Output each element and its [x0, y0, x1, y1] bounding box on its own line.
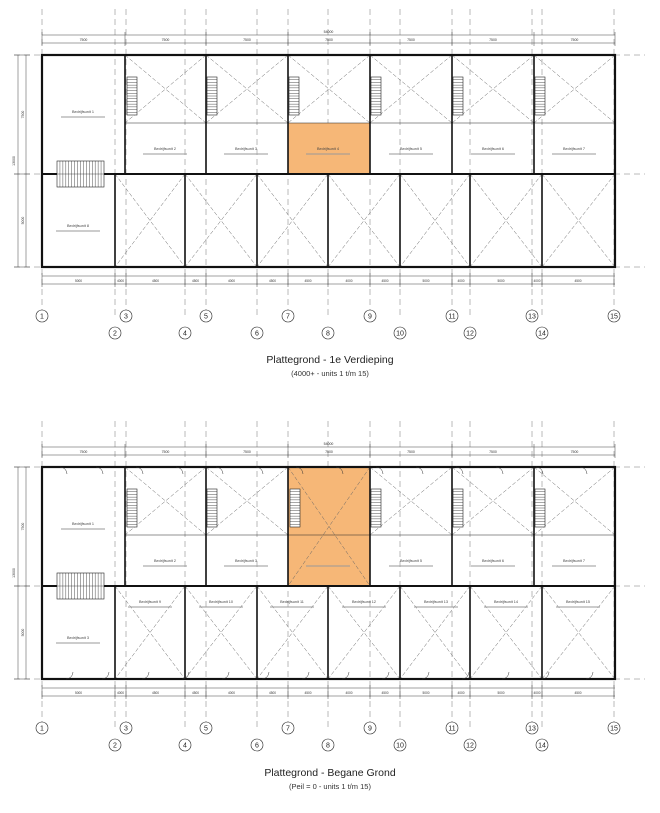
- dimension-text: 7500: [325, 450, 333, 454]
- dimension-text: 4500: [191, 279, 200, 283]
- grid-bubble-label: 13: [528, 313, 536, 321]
- grid-bubble-label: 8: [326, 742, 330, 750]
- grid-bubble-label: 5: [204, 313, 208, 321]
- unit-label: Bedrijfsunit 10: [208, 600, 234, 604]
- dimension-text: 4000: [227, 691, 236, 695]
- dimension-text: 13000: [12, 568, 16, 578]
- dimension-text: 5000: [21, 216, 25, 225]
- dimension-text: 4500: [304, 279, 312, 283]
- dimension-text: 5000: [497, 691, 505, 695]
- dimension-text: 7500: [325, 38, 333, 42]
- grid-bubble-label: 3: [124, 313, 128, 321]
- upper-floor-plan: [12, 9, 645, 339]
- unit-label: Bedrijfsunit 5: [400, 147, 422, 151]
- dimension-text: 4000: [533, 691, 541, 695]
- grid-bubble-label: 4: [183, 330, 187, 338]
- void-cross-line: [542, 174, 615, 267]
- unit-label: Bedrijfsunit 7: [563, 147, 585, 151]
- unit-label: Bedrijfsunit 15: [565, 600, 591, 604]
- upper-plan-title: Plattegrond - 1e Verdieping: [266, 354, 394, 366]
- unit-label: Bedrijfsunit 11: [280, 600, 304, 604]
- dimension-text: 7500: [407, 450, 415, 454]
- dimension-text: 7500: [243, 450, 251, 454]
- dimension-text: 4500: [151, 691, 160, 695]
- unit-label: Bedrijfsunit 7: [563, 559, 585, 563]
- dimension-text: 4000: [533, 279, 541, 283]
- dimension-text: 7500: [407, 38, 415, 42]
- grid-bubble-label: 12: [466, 330, 474, 338]
- dimension-text: 54000: [323, 30, 334, 34]
- grid-bubble-label: 11: [448, 313, 456, 321]
- unit-label: Bedrijfsunit 13: [423, 600, 449, 604]
- dimension-text: 4000: [345, 279, 353, 283]
- dimension-text: 7500: [79, 38, 88, 42]
- grid-bubble-label: 3: [124, 725, 128, 733]
- ground-plan-subtitle: (Peil = 0 - units 1 t/m 15): [289, 782, 371, 791]
- grid-bubble-label: 11: [448, 725, 456, 733]
- grid-bubble-label: 1: [40, 725, 44, 733]
- grid-bubble-label: 12: [466, 742, 474, 750]
- unit-label: Bedrijfsunit 3: [235, 559, 257, 563]
- dimension-text: 4000: [457, 691, 465, 695]
- unit-label: Bedrijfsunit 3: [67, 636, 89, 640]
- dimension-text: 4500: [268, 691, 277, 695]
- dimension-text: 4000: [116, 691, 125, 695]
- dimension-text: 5000: [422, 279, 430, 283]
- grid-bubble-label: 15: [610, 725, 618, 733]
- unit-label: Bedrijfsunit 14: [493, 600, 519, 604]
- grid-bubble-label: 9: [368, 313, 372, 321]
- dimension-text: 5000: [497, 279, 505, 283]
- grid-bubble-label: 6: [255, 742, 259, 750]
- unit-label: Bedrijfsunit 5: [400, 559, 422, 563]
- dimension-text: 7500: [570, 38, 579, 42]
- dimension-text: 4000: [227, 279, 236, 283]
- grid-bubble-label: 7: [286, 313, 290, 321]
- dimension-text: 4000: [457, 279, 465, 283]
- dimension-text: 5000: [422, 691, 430, 695]
- grid-bubble-label: 15: [610, 313, 618, 321]
- dimension-text: 7500: [161, 38, 170, 42]
- unit-label: Bedrijfsunit 6: [482, 559, 504, 563]
- dimension-text: 4500: [574, 691, 582, 695]
- grid-bubble-label: 6: [255, 330, 259, 338]
- dimension-text: 7500: [243, 38, 251, 42]
- grid-bubble-label: 14: [538, 330, 546, 338]
- unit-label: Bedrijfsunit 12: [351, 600, 377, 604]
- dimension-text: 7500: [489, 450, 497, 454]
- grid-bubble-label: 4: [183, 742, 187, 750]
- unit-label: Bedrijfsunit 3: [235, 147, 257, 151]
- dimension-text: 7500: [21, 110, 25, 119]
- dimension-text: 5000: [74, 691, 83, 695]
- unit-label: Bedrijfsunit 9: [139, 600, 161, 604]
- unit-label: Bedrijfsunit 6: [482, 147, 504, 151]
- dimension-text: 5000: [74, 279, 83, 283]
- grid-bubble-label: 1: [40, 313, 44, 321]
- grid-bubble-label: 10: [396, 330, 404, 338]
- grid-bubble-label: 8: [326, 330, 330, 338]
- grid-bubble-label: 14: [538, 742, 546, 750]
- unit-label: Bedrijfsunit 1: [72, 110, 94, 114]
- unit-label: Bedrijfsunit 2: [154, 559, 176, 563]
- unit-label: Bedrijfsunit 2: [154, 147, 176, 151]
- dimension-text: 54000: [323, 442, 334, 446]
- dimension-text: 4500: [151, 279, 160, 283]
- ground-plan-title: Plattegrond - Begane Grond: [264, 767, 396, 779]
- void-cross-line: [542, 174, 615, 267]
- dimension-text: 4500: [304, 691, 312, 695]
- dimension-text: 4000: [116, 279, 125, 283]
- dimension-text: 4500: [191, 691, 200, 695]
- dimension-text: 4500: [381, 691, 389, 695]
- dimension-text: 13000: [12, 156, 16, 166]
- unit-label: Bedrijfsunit 8: [67, 224, 89, 228]
- grid-bubble-label: 2: [113, 742, 117, 750]
- dimension-text: 7500: [570, 450, 579, 454]
- dimension-text: 4000: [345, 691, 353, 695]
- dimension-text: 4500: [574, 279, 582, 283]
- grid-bubble-label: 5: [204, 725, 208, 733]
- grid-bubble-label: 2: [113, 330, 117, 338]
- grid-bubble-label: 10: [396, 742, 404, 750]
- dimension-text: 5000: [21, 628, 25, 637]
- dimension-text: 7500: [79, 450, 88, 454]
- ground-floor-plan: [12, 421, 645, 751]
- upper-plan-subtitle: (4000+ - units 1 t/m 15): [291, 369, 369, 378]
- unit-label: Bedrijfsunit 4: [317, 147, 339, 151]
- grid-bubble-label: 9: [368, 725, 372, 733]
- unit-label: Bedrijfsunit 1: [72, 522, 94, 526]
- dimension-text: 4500: [381, 279, 389, 283]
- dimension-text: 7500: [489, 38, 497, 42]
- grid-bubble-label: 7: [286, 725, 290, 733]
- dimension-text: 7500: [21, 522, 25, 531]
- grid-bubble-label: 13: [528, 725, 536, 733]
- dimension-text: 7500: [161, 450, 170, 454]
- dimension-text: 4500: [268, 279, 277, 283]
